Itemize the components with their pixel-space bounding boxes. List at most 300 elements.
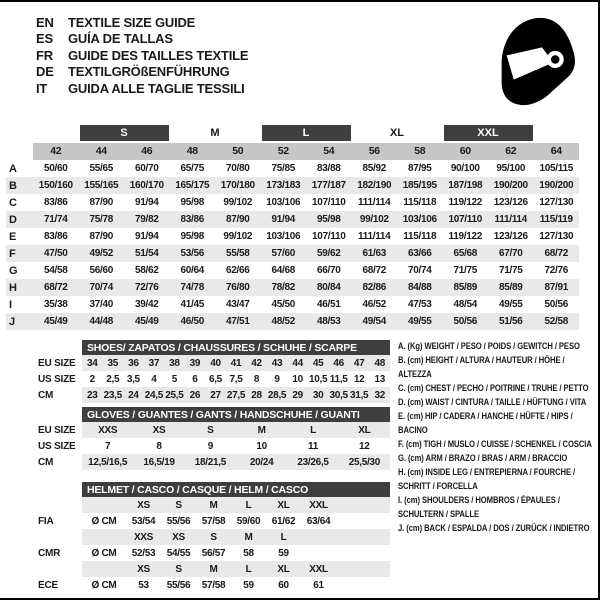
measure-value: 123/126 [493, 231, 528, 242]
shoes-row [30, 387, 390, 403]
shoes-cell: 42 [251, 357, 262, 369]
helmet-cell: XL [277, 499, 290, 511]
shoes-cell: 37 [148, 357, 160, 369]
measure-value: 76/80 [225, 282, 250, 293]
language-text: GUÍA DE TALLAS [68, 31, 173, 47]
textile-size-table [6, 125, 579, 330]
size-group-m: M [210, 127, 220, 139]
language-text: GUIDE DES TAILLES TEXTILE [68, 47, 249, 63]
shoes-cell: 32 [374, 389, 385, 401]
measure-value: 155/165 [84, 180, 119, 191]
size-group-s: S [80, 125, 169, 141]
measure-value: 39/42 [134, 299, 159, 310]
helmet-cell: L [280, 531, 287, 543]
shoes-row-values [82, 387, 390, 403]
helmet-cell: XXL [309, 563, 328, 575]
shoes-cell: 2 [89, 373, 95, 385]
gloves-row [30, 454, 390, 470]
helmet-cell: 61 [313, 579, 324, 591]
shoes-cell: 45 [312, 357, 324, 369]
helmet-cell: 55/56 [166, 515, 191, 527]
measure-value: 90/100 [450, 163, 480, 174]
language-text: TEXTILGRÖßENFÜHRUNG [68, 64, 230, 80]
helmet-row-label: ECE [38, 579, 58, 591]
measure-row-f [6, 245, 579, 262]
measure-value: 119/122 [448, 231, 482, 242]
helmet-row [30, 497, 390, 513]
shoes-cell: 23,5 [103, 389, 122, 401]
gloves-cell: L [310, 424, 316, 436]
measure-row-e [6, 228, 579, 245]
gloves-cell: 7 [105, 440, 111, 452]
helmet-cell: 57/58 [201, 579, 226, 591]
helmet-row [30, 577, 390, 593]
helmet-cell: 52/53 [131, 547, 156, 559]
eu-size: 44 [79, 143, 125, 160]
size-group-xl: XL [389, 127, 405, 139]
helmet-cell: M [209, 563, 218, 575]
measure-value: 85/89 [498, 282, 523, 293]
measure-value: 46/51 [316, 299, 341, 310]
helmet-row-values [82, 561, 390, 577]
language-title [36, 47, 248, 64]
measure-value: 83/86 [43, 231, 68, 242]
helmet-row-values [82, 513, 390, 529]
measure-value: 51/56 [498, 316, 523, 327]
measure-value: 83/88 [316, 163, 341, 174]
helmet-cell: 54/55 [166, 547, 191, 559]
helmet-cell: 53/54 [131, 515, 156, 527]
shoes-cell: 41 [230, 357, 242, 369]
eu-size: 46 [124, 143, 170, 160]
helmet-cell: XS [137, 499, 150, 511]
measure-value: 55/58 [225, 248, 250, 259]
measure-value: 80/84 [316, 282, 341, 293]
gloves-cell: M [257, 424, 266, 436]
measure-row-b [6, 177, 579, 194]
measure-value: 64/68 [271, 265, 296, 276]
helmet-row [30, 529, 390, 545]
language-text: TEXTILE SIZE GUIDE [68, 14, 196, 30]
measure-value: 71/75 [498, 265, 523, 276]
measure-value: 63/66 [407, 248, 432, 259]
measure-value: 103/106 [402, 214, 437, 225]
row-letter: A [9, 162, 17, 175]
measure-value: 83/86 [180, 214, 205, 225]
measure-row-a [6, 160, 579, 177]
gloves-cell: 12 [359, 440, 370, 452]
gloves-cell: 12,5/16,5 [88, 456, 128, 468]
gloves-row [30, 438, 390, 454]
shoes-cell: 30 [312, 389, 324, 401]
measure-value: 67/70 [498, 248, 523, 259]
measure-value: 165/175 [175, 180, 210, 191]
measure-value: 49/55 [498, 299, 523, 310]
shoes-cell: 5 [171, 373, 178, 385]
language-title-list [36, 14, 248, 97]
helmet-row-values [82, 497, 390, 513]
measure-value: 99/102 [359, 214, 389, 225]
legend-item: D. (cm) WAIST / CINTURA / TAILLE / HÜFTUNG / VITA [398, 397, 587, 407]
measure-value: 45/49 [43, 316, 68, 327]
shoes-cell: 26 [189, 389, 201, 401]
measure-value: 43/47 [225, 299, 250, 310]
row-letter: E [9, 230, 17, 243]
helmet-cell: Ø CM [91, 579, 117, 591]
language-code: FR [36, 47, 53, 63]
measure-value: 53/56 [180, 248, 205, 259]
helmet-cell: M [209, 499, 218, 511]
helmet-cell: L [245, 499, 252, 511]
measure-value: 66/70 [316, 265, 341, 276]
measure-value: 46/52 [362, 299, 387, 310]
measure-value: 72/76 [544, 265, 569, 276]
row-letter: B [9, 179, 17, 192]
measure-value: 60/64 [180, 265, 205, 276]
shoes-cell: 27,5 [226, 389, 246, 401]
measure-value: 59/62 [316, 248, 341, 259]
gloves-table [30, 406, 390, 470]
measure-value: 95/98 [316, 214, 341, 225]
gloves-cell: 11 [308, 440, 318, 452]
measure-row-g [6, 262, 579, 279]
gloves-cell: XS [152, 424, 166, 436]
helmet-cell: 53 [138, 579, 149, 591]
shoes-cell: 34 [87, 357, 98, 369]
helmet-cell: S [210, 531, 217, 543]
language-code: IT [36, 80, 48, 96]
row-letter: D [9, 213, 17, 226]
shoes-cell: 10,5 [308, 373, 328, 385]
helmet-cell: L [245, 563, 252, 575]
helmet-cell: XXS [133, 531, 154, 543]
shoes-cell: 24,5 [144, 389, 163, 401]
shoes-cell: 31,5 [350, 389, 369, 401]
helmet-cell: XL [277, 563, 290, 575]
shoes-cell: 35 [107, 357, 119, 369]
measure-value: 70/80 [225, 163, 250, 174]
footwear-accessory-tables [30, 337, 390, 593]
measure-value: 95/100 [496, 163, 526, 174]
legend-item: B. (cm) HEIGHT / ALTURA / HAUTEUR / HÖHE / ALTEZZA [398, 355, 565, 379]
helmet-table [30, 481, 390, 593]
shoes-cell: 12 [353, 373, 365, 385]
measure-value: 68/72 [362, 265, 387, 276]
helmet-row-label: CMR [38, 547, 61, 559]
measure-value: 44/48 [89, 316, 114, 327]
measure-value: 87/90 [225, 214, 250, 225]
measure-value: 46/50 [180, 316, 205, 327]
helmet-cell: XS [172, 531, 185, 543]
shoes-cell: 25,5 [165, 389, 184, 401]
shoes-cell: 27 [210, 389, 221, 401]
row-letter: J [9, 315, 15, 328]
gloves-cell: 10 [256, 440, 267, 452]
helmet-cell: 59 [243, 579, 254, 591]
shoes-row-label: EU SIZE [38, 357, 76, 369]
helmet-cell: XS [137, 563, 150, 575]
gloves-cell: XXS [98, 424, 118, 436]
measure-row-i [6, 296, 579, 313]
legend-item: I. (cm) SHOULDERS / HOMBROS / ÉPAULES / SCHULTERN / SPALLE [398, 495, 560, 519]
gloves-cell: 20/24 [249, 456, 274, 468]
helmet-row-label [30, 529, 82, 545]
measure-value: 95/98 [180, 231, 205, 242]
measure-value: 123/126 [493, 197, 528, 208]
measure-value: 103/106 [266, 197, 301, 208]
measure-value: 50/60 [43, 163, 68, 174]
measure-value: 83/86 [43, 197, 68, 208]
measure-value: 49/55 [407, 316, 432, 327]
measure-value: 85/92 [362, 163, 387, 174]
measure-value: 56/60 [89, 265, 114, 276]
row-letter: C [9, 196, 17, 209]
helmet-row [30, 545, 390, 561]
shoes-row [30, 371, 390, 387]
measure-value: 87/90 [89, 231, 114, 242]
language-code: DE [36, 64, 54, 80]
measure-value: 105/115 [539, 163, 573, 174]
measure-value: 50/56 [544, 299, 569, 310]
measure-value: 49/52 [89, 248, 114, 259]
eu-size: 60 [443, 143, 489, 160]
eu-size: 50 [215, 143, 261, 160]
measure-value: 115/119 [539, 214, 573, 225]
eu-size: 54 [306, 143, 352, 160]
measure-value: 182/190 [357, 180, 392, 191]
measure-value: 91/94 [134, 197, 159, 208]
shoes-cell: 23 [87, 389, 98, 401]
eu-size: 56 [352, 143, 398, 160]
shoes-cell: 30,5 [329, 389, 348, 401]
shoes-row-label: CM [38, 389, 54, 401]
language-text: GUIDA ALLE TAGLIE TESSILI [68, 80, 245, 96]
gloves-cell: 25,5/30 [348, 456, 380, 468]
shoes-cell: 7,5 [229, 373, 243, 385]
language-title [36, 80, 248, 97]
gloves-table-title: GLOVES / GUANTES / GANTS / HANDSCHUHE / GUANTI [82, 407, 390, 422]
measure-value: 55/65 [89, 163, 114, 174]
helmet-cell: Ø CM [91, 547, 117, 559]
shoes-cell: 43 [271, 357, 283, 369]
shoes-cell: 8 [253, 373, 260, 385]
measure-value: 51/54 [134, 248, 159, 259]
measure-value: 177/187 [311, 180, 346, 191]
measure-value: 82/86 [362, 282, 387, 293]
measure-value: 70/74 [407, 265, 432, 276]
helmet-row-label [30, 561, 82, 577]
measure-value: 62/66 [225, 265, 250, 276]
eu-size: 62 [488, 143, 534, 160]
measure-value: 75/78 [89, 214, 114, 225]
measure-value: 48/54 [453, 299, 478, 310]
helmet-cell: S [175, 499, 182, 511]
shoes-cell: 44 [292, 357, 303, 369]
measure-value: 45/49 [134, 316, 159, 327]
size-group-row [6, 125, 579, 142]
measure-value: 87/90 [89, 197, 114, 208]
shoes-cell: 29 [292, 389, 303, 401]
helmet-row [30, 561, 390, 577]
measure-value: 41/45 [180, 299, 205, 310]
shoes-cell: 3,5 [126, 373, 140, 385]
helmet-cell: 61/62 [271, 515, 296, 527]
gloves-cell: XL [358, 424, 371, 436]
measure-value: 190/200 [493, 180, 528, 191]
measure-value: 115/118 [403, 231, 437, 242]
gloves-cell: 18/21,5 [194, 456, 226, 468]
measure-value: 50/56 [453, 316, 478, 327]
measure-value: 173/183 [266, 180, 301, 191]
measure-value: 72/76 [134, 282, 159, 293]
eu-size-row [6, 143, 579, 160]
measurement-legend [398, 339, 592, 535]
measure-value: 87/95 [407, 163, 432, 174]
shoes-cell: 2,5 [106, 373, 120, 385]
measure-value: 150/160 [38, 180, 73, 191]
shoes-row-values [82, 371, 390, 387]
measure-value: 107/110 [312, 197, 346, 208]
measure-value: 71/75 [453, 265, 478, 276]
eu-size: 48 [170, 143, 216, 160]
shoes-cell: 24 [128, 389, 139, 401]
size-group-xxl: XXL [444, 125, 533, 141]
measure-value: 45/50 [271, 299, 296, 310]
legend-item: H. (cm) INSIDE LEG / ENTREPIERNA / FOURCHE / SCHRITT / FORCELLA [398, 467, 576, 491]
measure-value: 111/114 [494, 214, 527, 225]
helmet-cell: Ø CM [91, 515, 117, 527]
shoes-cell: 39 [189, 357, 201, 369]
legend-item: J. (cm) BACK / ESPALDA / DOS / ZURÜCK / INDIETRO [398, 523, 590, 533]
shoes-cell: 6 [192, 373, 198, 385]
shoes-cell: 48 [374, 357, 385, 369]
measure-value: 52/58 [544, 316, 569, 327]
helmet-cell: 58 [243, 547, 254, 559]
shoes-cell: 28,5 [267, 389, 287, 401]
measure-value: 65/75 [180, 163, 205, 174]
measure-value: 187/198 [448, 180, 483, 191]
row-letter: G [9, 264, 18, 277]
measure-value: 78/82 [271, 282, 296, 293]
measure-value: 170/180 [220, 180, 255, 191]
measure-value: 71/74 [43, 214, 68, 225]
helmet-row-values [82, 545, 390, 561]
gloves-cell: 16,5/19 [143, 456, 175, 468]
gloves-row-label: EU SIZE [38, 424, 76, 436]
legend-item: F. (cm) TIGH / MUSLO / CUISSE / SCHENKEL / COSCIA [398, 439, 592, 449]
measure-value: 127/130 [539, 231, 574, 242]
shoes-cell: 47 [353, 357, 365, 369]
measure-value: 107/110 [448, 214, 482, 225]
helmet-cell: XXL [309, 499, 328, 511]
measure-value: 48/53 [316, 316, 341, 327]
measure-value: 58/62 [134, 265, 159, 276]
shoes-cell: 46 [333, 357, 344, 369]
measure-value: 115/118 [403, 197, 437, 208]
helmet-row-label [30, 497, 82, 513]
language-title [36, 31, 248, 48]
gloves-row-label: CM [38, 456, 54, 468]
measure-value: 91/94 [271, 214, 296, 225]
measure-value: 65/68 [453, 248, 478, 259]
language-title [36, 64, 248, 81]
measure-value: 48/52 [271, 316, 296, 327]
language-code: EN [36, 14, 54, 30]
shoes-cell: 11,5 [329, 373, 348, 385]
legend-item: C. (cm) CHEST / PECHO / POITRINE / TRUHE / PETTO [398, 383, 589, 393]
measure-row-c [6, 194, 579, 211]
measure-value: 75/85 [271, 163, 296, 174]
measure-value: 47/53 [407, 299, 432, 310]
eu-size: 64 [534, 143, 580, 160]
measure-row-h [6, 279, 579, 296]
gloves-row-values [82, 438, 390, 454]
shoes-cell: 4 [151, 373, 157, 385]
helmet-cell: S [175, 563, 182, 575]
measure-value: 95/98 [180, 197, 205, 208]
shoes-row [30, 355, 390, 371]
legend-item: E. (cm) HIP / CADERA / HANCHE / HÜFTE / HIPS / BACINO [398, 411, 573, 435]
measure-value: 99/102 [223, 197, 253, 208]
measure-value: 160/170 [129, 180, 164, 191]
measure-value: 47/50 [43, 248, 68, 259]
row-letter: F [9, 247, 16, 260]
gloves-row-values [82, 454, 390, 470]
helmet-table-title: HELMET / CASCO / CASQUE / HELM / CASCO [82, 482, 390, 497]
helmet-cell: 59/60 [236, 515, 261, 527]
measure-value: 54/58 [43, 265, 68, 276]
gloves-row-label: US SIZE [38, 440, 76, 452]
measure-value: 87/91 [544, 282, 569, 293]
gloves-cell: 9 [207, 440, 213, 452]
row-letter: H [9, 281, 17, 294]
language-code: ES [36, 31, 53, 47]
measure-value: 185/195 [402, 180, 437, 191]
measure-value: 111/114 [358, 197, 391, 208]
shoes-cell: 6,5 [208, 373, 222, 385]
measure-value: 49/54 [362, 316, 387, 327]
measure-row-j [6, 313, 579, 330]
shoes-cell: 38 [169, 357, 180, 369]
helmet-row-values [82, 529, 390, 545]
measure-value: 119/122 [448, 197, 482, 208]
measure-value: 35/38 [43, 299, 68, 310]
measure-value: 99/102 [223, 231, 253, 242]
helmet-cell: 59 [278, 547, 289, 559]
measure-value: 91/94 [134, 231, 159, 242]
measure-value: 79/82 [134, 214, 159, 225]
shoes-row-values [82, 355, 390, 371]
shoes-table [30, 339, 390, 403]
legend-item: A. (Kg) WEIGHT / PESO / POIDS / GEWITCH / PESO [398, 341, 580, 351]
helmet-cell: 55/56 [166, 579, 191, 591]
measure-value: 85/89 [453, 282, 478, 293]
helmet-cell: 63/64 [306, 515, 331, 527]
measure-value: 103/106 [266, 231, 301, 242]
measure-value: 47/51 [225, 316, 250, 327]
measure-value: 190/200 [539, 180, 574, 191]
shoes-cell: 10 [292, 373, 303, 385]
size-group-l: L [262, 125, 351, 141]
shoes-cell: 9 [274, 373, 280, 385]
measure-value: 127/130 [539, 197, 574, 208]
helmet-row-label: FIA [38, 515, 54, 527]
gloves-row-values [82, 422, 390, 438]
legend-item: G. (cm) ARM / BRAZO / BRAS / ARM / BRACCIO [398, 453, 568, 463]
measure-value: 74/78 [180, 282, 205, 293]
shoes-cell: 13 [374, 373, 385, 385]
measure-value: 68/72 [544, 248, 569, 259]
